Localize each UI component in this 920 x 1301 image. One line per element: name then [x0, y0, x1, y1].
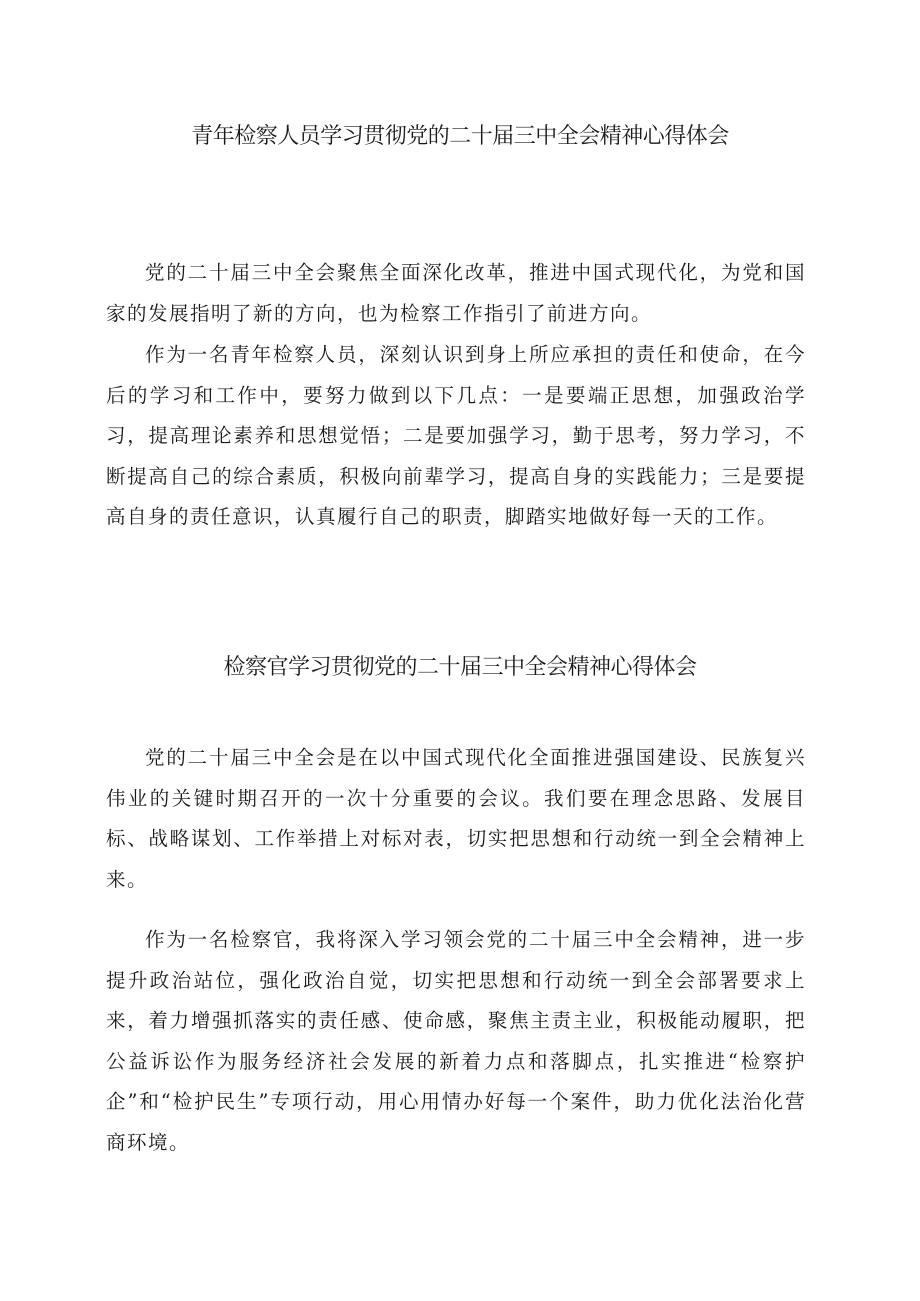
- article-1-paragraph-1: 党的二十届三中全会聚焦全面深化改革，推进中国式现代化，为党和国家的发展指明了新的方向，也为检察工作指引了前进方向。: [106, 261, 806, 325]
- article-2-title: 检察官学习贯彻党的二十届三中全会精神心得体会: [223, 655, 697, 680]
- article-2-paragraph-1: 党的二十届三中全会是在以中国式现代化全面推进强国建设、民族复兴伟业的关键时期召开的一次十分重要的会议。我们要在理念思路、发展目标、战略谋划、工作举措上对标对表，切实把思想和行动统一到全会精神上来。: [106, 746, 806, 891]
- article-1-paragraph-2: 作为一名青年检察人员，深刻认识到身上所应承担的责任和使命，在今后的学习和工作中，要努力做到以下几点：一是要端正思想，加强政治学习，提高理论素养和思想觉悟；二是要加强学习，勤于思考，努力学习，不断提高自己的综合素质，积极向前辈学习，提高自身的实践能力；三是要提高自身的责任意识，认真履行自己的职责，脚踏实地做好每一天的工作。: [106, 343, 806, 528]
- article-2-paragraph-2: 作为一名检察官，我将深入学习领会党的二十届三中全会精神，进一步提升政治站位，强化政治自觉，切实把思想和行动统一到全会部署要求上来，着力增强抓落实的责任感、使命感，聚焦主责主业，积极能动履职，把公益诉讼作为服务经济社会发展的新着力点和落脚点，扎实推进“检察护企”和“检护民生”专项行动，用心用情办好每一个案件，助力优化法治化营商环境。: [106, 928, 806, 1154]
- article-1-title: 青年检察人员学习贯彻党的二十届三中全会精神心得体会: [191, 124, 729, 149]
